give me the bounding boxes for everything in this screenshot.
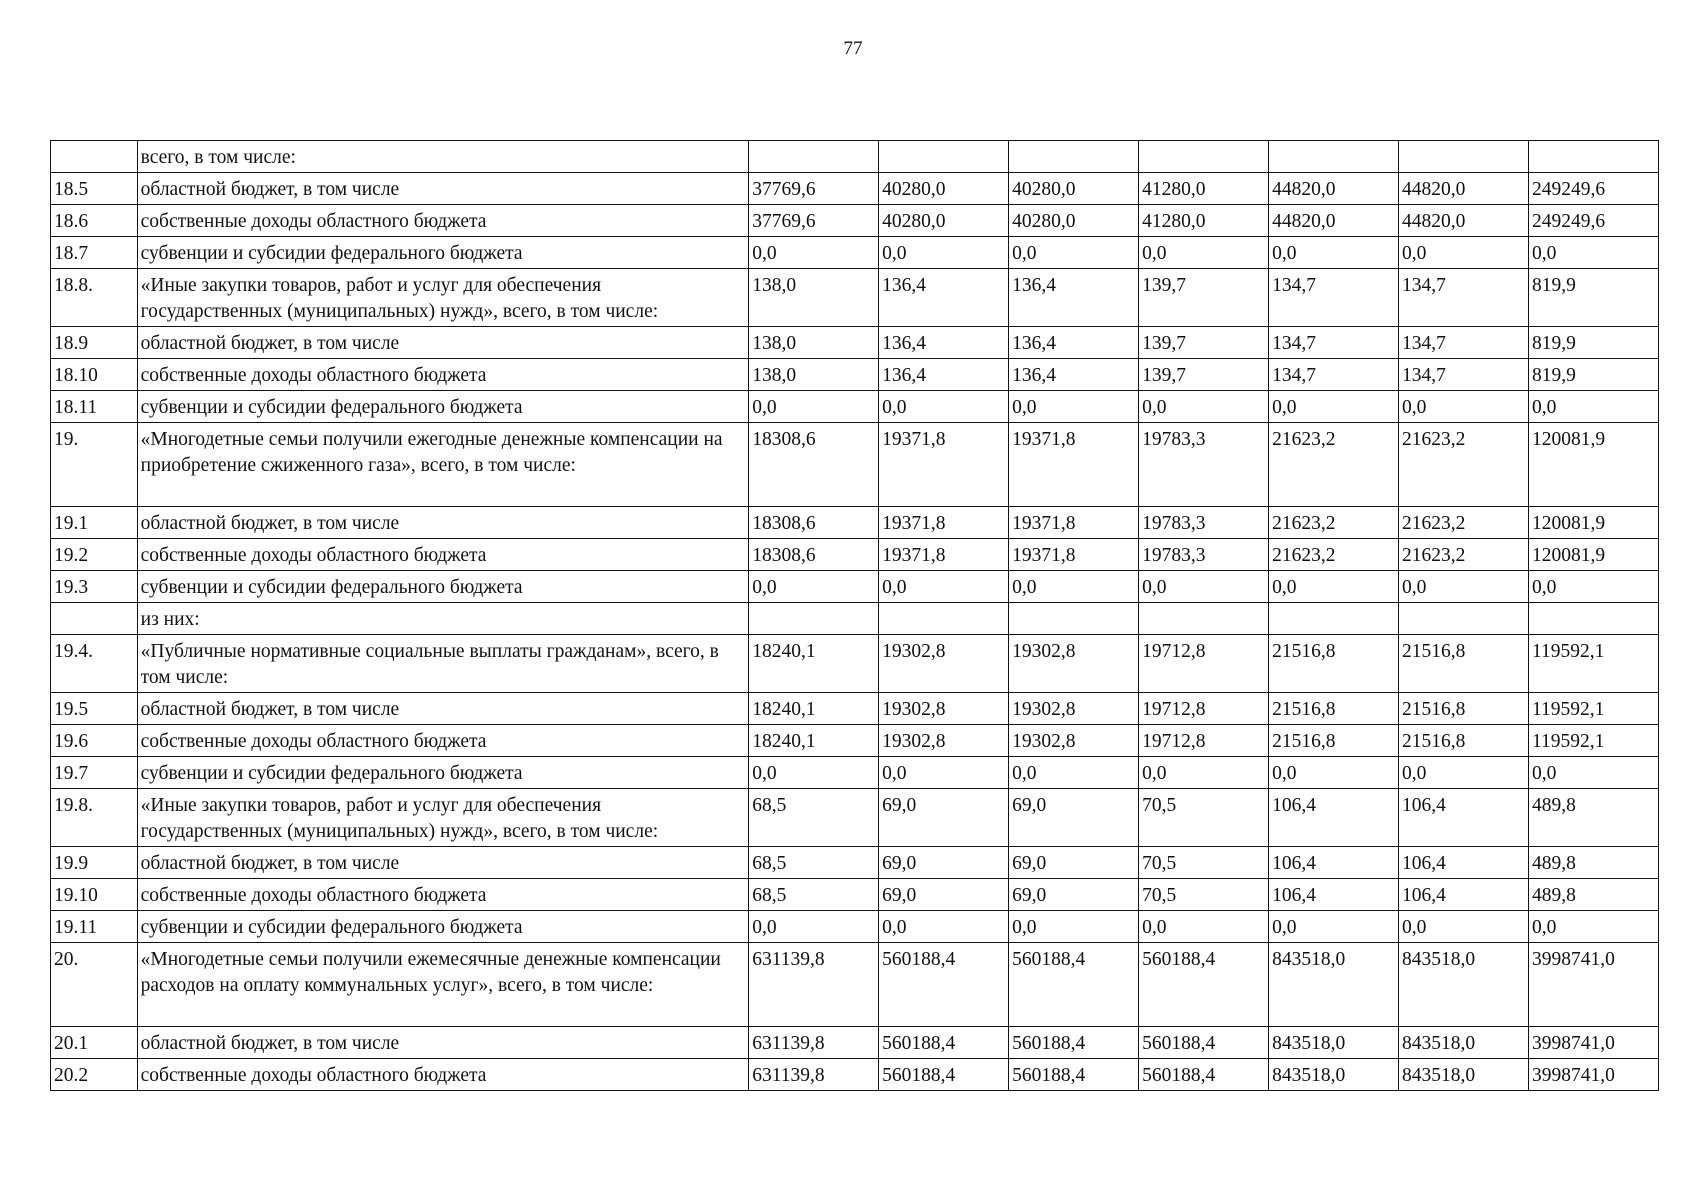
row-name: всего, в том числе: <box>137 141 749 173</box>
row-value: 68,5 <box>749 789 879 847</box>
row-code <box>51 603 138 635</box>
row-value: 21623,2 <box>1269 507 1399 539</box>
row-value: 843518,0 <box>1269 943 1399 1027</box>
row-value: 0,0 <box>1399 237 1529 269</box>
row-code: 18.6 <box>51 205 138 237</box>
row-value: 138,0 <box>749 359 879 391</box>
row-value <box>1269 603 1399 635</box>
row-value: 21516,8 <box>1399 725 1529 757</box>
row-name: областной бюджет, в том числе <box>137 693 749 725</box>
row-name: субвенции и субсидии федерального бюджета <box>137 757 749 789</box>
row-value: 0,0 <box>1009 571 1139 603</box>
table-row <box>51 571 1659 603</box>
row-name: областной бюджет, в том числе <box>137 173 749 205</box>
row-value: 68,5 <box>749 879 879 911</box>
row-value: 819,9 <box>1529 327 1659 359</box>
row-code: 19. <box>51 423 138 507</box>
row-value: 69,0 <box>1009 789 1139 847</box>
row-value: 0,0 <box>749 391 879 423</box>
row-value: 560188,4 <box>879 1059 1009 1091</box>
row-name: из них: <box>137 603 749 635</box>
row-value: 44820,0 <box>1269 173 1399 205</box>
table-row <box>51 391 1659 423</box>
row-value: 19712,8 <box>1139 693 1269 725</box>
row-value: 136,4 <box>879 269 1009 327</box>
budget-table-body <box>51 141 1659 1091</box>
row-name: областной бюджет, в том числе <box>137 1027 749 1059</box>
row-value: 560188,4 <box>1139 943 1269 1027</box>
row-value: 120081,9 <box>1529 539 1659 571</box>
row-name: субвенции и субсидии федерального бюджета <box>137 571 749 603</box>
page-number: 77 <box>843 38 863 59</box>
row-name: собственные доходы областного бюджета <box>137 539 749 571</box>
row-value: 139,7 <box>1139 327 1269 359</box>
row-value <box>1139 141 1269 173</box>
row-value: 843518,0 <box>1399 1027 1529 1059</box>
row-value: 119592,1 <box>1529 635 1659 693</box>
row-value: 138,0 <box>749 269 879 327</box>
row-code: 18.7 <box>51 237 138 269</box>
row-value <box>879 141 1009 173</box>
row-value: 0,0 <box>1269 571 1399 603</box>
row-value: 0,0 <box>1529 757 1659 789</box>
row-value: 68,5 <box>749 847 879 879</box>
row-value: 19302,8 <box>879 693 1009 725</box>
row-value: 21516,8 <box>1269 635 1399 693</box>
row-value: 106,4 <box>1269 789 1399 847</box>
row-value: 21623,2 <box>1399 539 1529 571</box>
row-value: 69,0 <box>879 879 1009 911</box>
row-code: 18.9 <box>51 327 138 359</box>
row-value: 70,5 <box>1139 847 1269 879</box>
row-value: 560188,4 <box>1139 1027 1269 1059</box>
row-value: 18308,6 <box>749 423 879 507</box>
row-code: 19.8. <box>51 789 138 847</box>
row-value: 44820,0 <box>1269 205 1399 237</box>
row-value: 0,0 <box>1139 571 1269 603</box>
row-value: 136,4 <box>1009 327 1139 359</box>
row-value <box>1399 141 1529 173</box>
row-code <box>51 141 138 173</box>
row-value: 21623,2 <box>1399 507 1529 539</box>
row-code: 18.8. <box>51 269 138 327</box>
row-value: 106,4 <box>1399 789 1529 847</box>
row-value: 3998741,0 <box>1529 943 1659 1027</box>
row-name: субвенции и субсидии федерального бюджета <box>137 911 749 943</box>
row-value <box>749 141 879 173</box>
row-name: собственные доходы областного бюджета <box>137 205 749 237</box>
row-value: 560188,4 <box>1139 1059 1269 1091</box>
row-value: 19302,8 <box>879 635 1009 693</box>
row-value: 489,8 <box>1529 789 1659 847</box>
row-code: 19.6 <box>51 725 138 757</box>
row-value: 21516,8 <box>1269 693 1399 725</box>
row-code: 19.10 <box>51 879 138 911</box>
table-row <box>51 269 1659 327</box>
row-value: 18308,6 <box>749 507 879 539</box>
row-name: областной бюджет, в том числе <box>137 507 749 539</box>
row-value: 843518,0 <box>1399 1059 1529 1091</box>
row-value: 19783,3 <box>1139 539 1269 571</box>
row-value: 44820,0 <box>1399 205 1529 237</box>
row-name: «Публичные нормативные социальные выплаты гражданам», всего, в том числе: <box>137 635 749 693</box>
row-code: 19.3 <box>51 571 138 603</box>
row-value: 21516,8 <box>1399 635 1529 693</box>
row-value: 138,0 <box>749 327 879 359</box>
row-value: 0,0 <box>749 911 879 943</box>
row-value: 44820,0 <box>1399 173 1529 205</box>
row-value: 37769,6 <box>749 205 879 237</box>
table-row <box>51 757 1659 789</box>
row-value: 560188,4 <box>1009 943 1139 1027</box>
row-name: областной бюджет, в том числе <box>137 327 749 359</box>
row-value <box>749 603 879 635</box>
row-value: 18240,1 <box>749 725 879 757</box>
row-name: «Многодетные семьи получили ежегодные денежные компенсации на приобретение сжиженного газа», всего, в том числе: <box>137 423 749 507</box>
row-value: 0,0 <box>1529 237 1659 269</box>
row-value: 489,8 <box>1529 847 1659 879</box>
row-name: областной бюджет, в том числе <box>137 847 749 879</box>
row-value: 69,0 <box>879 789 1009 847</box>
row-value: 119592,1 <box>1529 693 1659 725</box>
row-value: 0,0 <box>1009 911 1139 943</box>
row-value: 0,0 <box>1009 237 1139 269</box>
row-value: 0,0 <box>749 757 879 789</box>
row-code: 19.1 <box>51 507 138 539</box>
row-value: 69,0 <box>879 847 1009 879</box>
row-value: 0,0 <box>1269 237 1399 269</box>
row-value: 106,4 <box>1269 879 1399 911</box>
row-value: 560188,4 <box>1009 1027 1139 1059</box>
table-row <box>51 205 1659 237</box>
table-row <box>51 141 1659 173</box>
row-name: собственные доходы областного бюджета <box>137 1059 749 1091</box>
row-value: 631139,8 <box>749 1027 879 1059</box>
row-value: 19371,8 <box>1009 507 1139 539</box>
table-row <box>51 725 1659 757</box>
row-value: 139,7 <box>1139 269 1269 327</box>
row-value: 560188,4 <box>879 943 1009 1027</box>
row-value: 19371,8 <box>1009 423 1139 507</box>
table-row <box>51 359 1659 391</box>
row-value: 489,8 <box>1529 879 1659 911</box>
row-value: 3998741,0 <box>1529 1059 1659 1091</box>
row-name: собственные доходы областного бюджета <box>137 879 749 911</box>
row-value: 0,0 <box>1399 571 1529 603</box>
row-value: 106,4 <box>1399 879 1529 911</box>
row-code: 19.7 <box>51 757 138 789</box>
row-value: 19371,8 <box>879 539 1009 571</box>
row-value <box>1529 141 1659 173</box>
row-value: 0,0 <box>1529 391 1659 423</box>
row-value: 120081,9 <box>1529 423 1659 507</box>
row-value: 18308,6 <box>749 539 879 571</box>
row-value: 69,0 <box>1009 879 1139 911</box>
table-row <box>51 539 1659 571</box>
row-value: 106,4 <box>1399 847 1529 879</box>
row-value: 19302,8 <box>1009 635 1139 693</box>
row-value: 134,7 <box>1269 359 1399 391</box>
row-value: 40280,0 <box>879 173 1009 205</box>
row-value: 0,0 <box>879 237 1009 269</box>
row-value: 19783,3 <box>1139 507 1269 539</box>
table-row <box>51 789 1659 847</box>
row-value: 819,9 <box>1529 359 1659 391</box>
row-code: 18.5 <box>51 173 138 205</box>
row-value: 136,4 <box>1009 269 1139 327</box>
row-code: 19.11 <box>51 911 138 943</box>
row-name: «Многодетные семьи получили ежемесячные денежные компенсации расходов на оплату коммунальных услуг», всего, в том числе: <box>137 943 749 1027</box>
row-value: 560188,4 <box>879 1027 1009 1059</box>
row-value: 40280,0 <box>1009 173 1139 205</box>
table-row <box>51 911 1659 943</box>
row-value <box>1139 603 1269 635</box>
row-value: 0,0 <box>879 391 1009 423</box>
row-value: 119592,1 <box>1529 725 1659 757</box>
table-row <box>51 507 1659 539</box>
row-value: 70,5 <box>1139 879 1269 911</box>
row-value: 19302,8 <box>1009 693 1139 725</box>
row-value: 19712,8 <box>1139 635 1269 693</box>
row-code: 20.1 <box>51 1027 138 1059</box>
row-value: 0,0 <box>1009 391 1139 423</box>
row-value: 0,0 <box>1269 757 1399 789</box>
row-value: 41280,0 <box>1139 173 1269 205</box>
row-code: 20. <box>51 943 138 1027</box>
row-value: 0,0 <box>879 911 1009 943</box>
row-value: 136,4 <box>1009 359 1139 391</box>
row-value: 18240,1 <box>749 635 879 693</box>
row-name: собственные доходы областного бюджета <box>137 725 749 757</box>
row-value <box>879 603 1009 635</box>
row-value: 136,4 <box>879 327 1009 359</box>
row-code: 18.10 <box>51 359 138 391</box>
row-value: 70,5 <box>1139 789 1269 847</box>
row-value <box>1009 141 1139 173</box>
row-value <box>1529 603 1659 635</box>
row-code: 18.11 <box>51 391 138 423</box>
row-name: собственные доходы областного бюджета <box>137 359 749 391</box>
row-value: 120081,9 <box>1529 507 1659 539</box>
table-row <box>51 237 1659 269</box>
row-value: 40280,0 <box>1009 205 1139 237</box>
row-value: 0,0 <box>1529 911 1659 943</box>
row-value: 0,0 <box>1269 391 1399 423</box>
table-row <box>51 847 1659 879</box>
row-value: 560188,4 <box>1009 1059 1139 1091</box>
row-value: 21623,2 <box>1399 423 1529 507</box>
row-name: «Иные закупки товаров, работ и услуг для обеспечения государственных (муниципальных) нужд», всего, в том числе: <box>137 789 749 847</box>
row-value: 631139,8 <box>749 943 879 1027</box>
row-code: 19.9 <box>51 847 138 879</box>
table-row <box>51 327 1659 359</box>
row-value: 0,0 <box>1399 757 1529 789</box>
row-code: 19.4. <box>51 635 138 693</box>
row-value: 843518,0 <box>1269 1027 1399 1059</box>
row-name: «Иные закупки товаров, работ и услуг для обеспечения государственных (муниципальных) нужд», всего, в том числе: <box>137 269 749 327</box>
row-value: 134,7 <box>1399 327 1529 359</box>
row-value: 134,7 <box>1269 327 1399 359</box>
row-value: 19302,8 <box>879 725 1009 757</box>
row-value: 0,0 <box>879 571 1009 603</box>
table-row <box>51 423 1659 507</box>
row-value: 0,0 <box>1009 757 1139 789</box>
row-code: 19.5 <box>51 693 138 725</box>
row-value: 819,9 <box>1529 269 1659 327</box>
row-code: 19.2 <box>51 539 138 571</box>
row-value: 19712,8 <box>1139 725 1269 757</box>
row-value: 21623,2 <box>1269 539 1399 571</box>
row-value: 0,0 <box>749 571 879 603</box>
row-value: 0,0 <box>879 757 1009 789</box>
row-value: 0,0 <box>1139 391 1269 423</box>
table-row <box>51 1027 1659 1059</box>
row-value <box>1269 141 1399 173</box>
table-row <box>51 173 1659 205</box>
row-value: 843518,0 <box>1399 943 1529 1027</box>
row-name: субвенции и субсидии федерального бюджета <box>137 391 749 423</box>
row-value: 41280,0 <box>1139 205 1269 237</box>
row-value: 249249,6 <box>1529 173 1659 205</box>
row-value: 69,0 <box>1009 847 1139 879</box>
row-value: 37769,6 <box>749 173 879 205</box>
row-value: 19783,3 <box>1139 423 1269 507</box>
row-value: 19302,8 <box>1009 725 1139 757</box>
table-row <box>51 603 1659 635</box>
table-row <box>51 943 1659 1027</box>
row-value: 19371,8 <box>879 507 1009 539</box>
table-row <box>51 693 1659 725</box>
row-value: 0,0 <box>749 237 879 269</box>
row-value: 0,0 <box>1399 391 1529 423</box>
row-value: 139,7 <box>1139 359 1269 391</box>
row-value: 106,4 <box>1269 847 1399 879</box>
row-value: 3998741,0 <box>1529 1027 1659 1059</box>
table-row <box>51 1059 1659 1091</box>
row-value: 21623,2 <box>1269 423 1399 507</box>
row-value: 631139,8 <box>749 1059 879 1091</box>
row-value: 134,7 <box>1399 359 1529 391</box>
table-row <box>51 879 1659 911</box>
row-code: 20.2 <box>51 1059 138 1091</box>
row-value: 0,0 <box>1139 757 1269 789</box>
table-row <box>51 635 1659 693</box>
row-value: 0,0 <box>1139 237 1269 269</box>
row-value: 249249,6 <box>1529 205 1659 237</box>
row-value: 18240,1 <box>749 693 879 725</box>
row-value: 40280,0 <box>879 205 1009 237</box>
row-value <box>1009 603 1139 635</box>
budget-table <box>50 140 1659 1091</box>
row-value <box>1399 603 1529 635</box>
row-value: 21516,8 <box>1269 725 1399 757</box>
row-value: 134,7 <box>1269 269 1399 327</box>
row-value: 0,0 <box>1399 911 1529 943</box>
row-value: 134,7 <box>1399 269 1529 327</box>
row-value: 0,0 <box>1139 911 1269 943</box>
row-value: 843518,0 <box>1269 1059 1399 1091</box>
row-value: 0,0 <box>1529 571 1659 603</box>
row-value: 21516,8 <box>1399 693 1529 725</box>
row-name: субвенции и субсидии федерального бюджета <box>137 237 749 269</box>
row-value: 0,0 <box>1269 911 1399 943</box>
row-value: 136,4 <box>879 359 1009 391</box>
row-value: 19371,8 <box>1009 539 1139 571</box>
row-value: 19371,8 <box>879 423 1009 507</box>
